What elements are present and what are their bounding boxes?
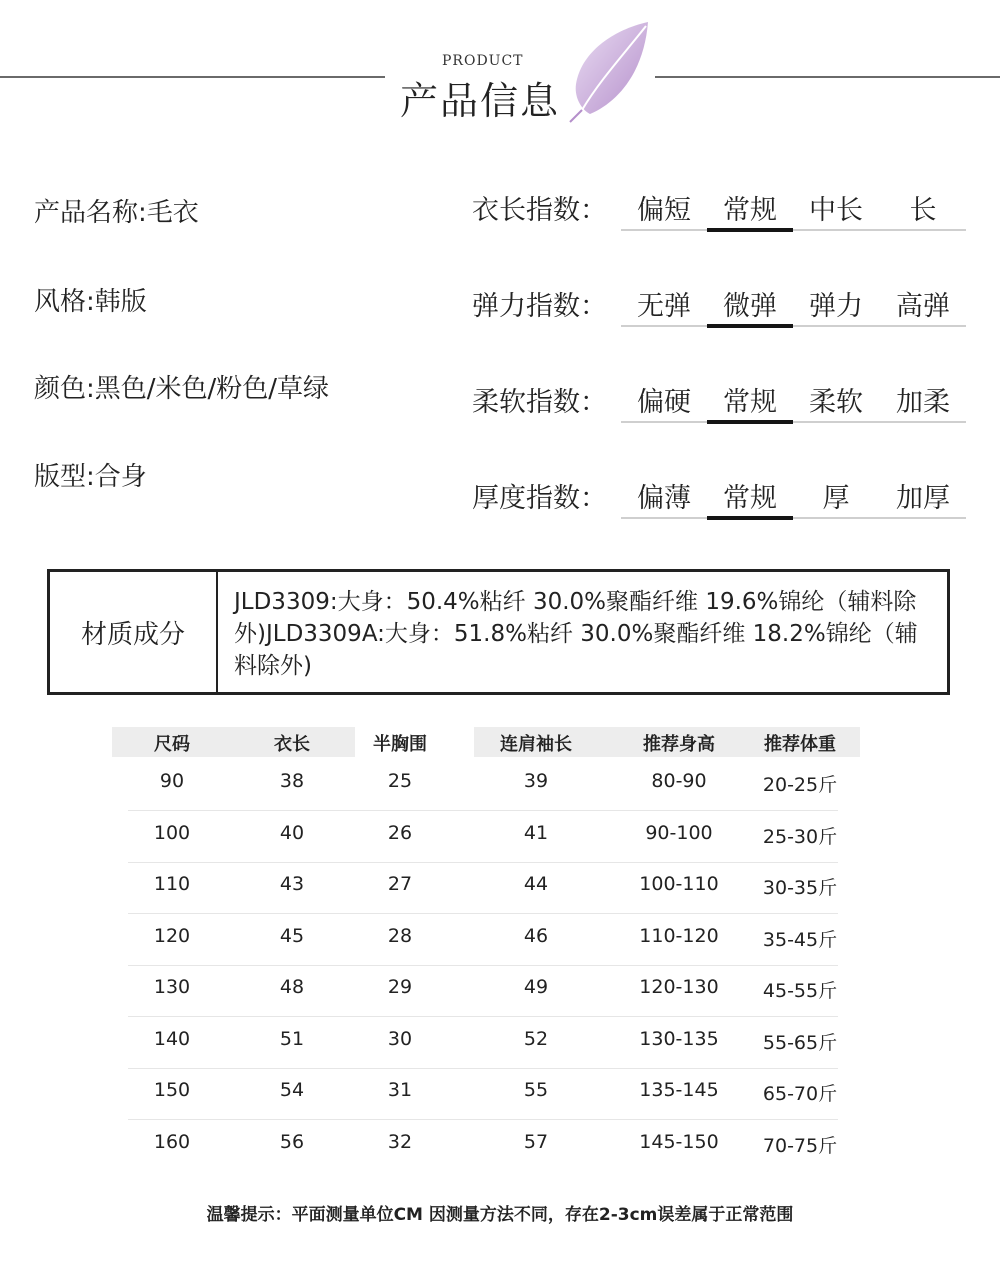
table-cell: 29: [387, 976, 413, 998]
index-option-softness-3: 加柔: [896, 387, 950, 418]
table-cell: 26: [387, 821, 413, 844]
table-cell: 135-145: [639, 1079, 719, 1101]
index-option-length-3: 长: [909, 195, 937, 226]
header-line-left: [0, 76, 385, 78]
table-cell: 32: [387, 1130, 413, 1153]
table-cell: 130-135: [639, 1027, 719, 1050]
table-cell: 48: [279, 976, 305, 998]
table-cell: 35-45斤: [762, 928, 838, 951]
table-cell: 54: [279, 1079, 305, 1101]
index-option-length-1: 常规: [723, 195, 777, 226]
index-option-thickness-1: 常规: [723, 483, 777, 514]
index-option-length-2: 中长: [809, 195, 863, 226]
product-fit: 版型:合身: [34, 462, 147, 492]
table-cell: 130: [153, 976, 191, 998]
table-cell: 57: [523, 1130, 549, 1153]
table-cell: 140: [153, 1027, 191, 1050]
table-cell: 31: [387, 1079, 413, 1101]
table-cell: 43: [279, 873, 305, 895]
table-cell: 30: [387, 1027, 413, 1050]
table-cell: 150: [153, 1079, 191, 1101]
index-option-length-0: 偏短: [637, 195, 691, 226]
table-cell: 90: [159, 770, 185, 792]
table-cell: 41: [523, 821, 549, 844]
table-cell: 38: [279, 770, 305, 792]
leaf-icon: [560, 18, 660, 123]
index-label-thickness: 厚度指数：: [472, 483, 607, 514]
index-label-softness: 柔软指数：: [472, 387, 607, 418]
table-cell: 55-65斤: [762, 1031, 838, 1054]
page-title: 产品信息: [400, 79, 561, 123]
product-colors: 颜色:黑色/米色/粉色/草绿: [34, 374, 330, 404]
index-option-elasticity-1: 微弹: [723, 291, 777, 322]
table-row-divider: [128, 810, 838, 811]
table-header-cell: 衣长: [274, 734, 310, 755]
table-cell: 49: [523, 976, 549, 998]
table-cell: 80-90: [651, 770, 707, 792]
index-option-elasticity-0: 无弹: [637, 291, 691, 322]
table-cell: 25: [387, 770, 413, 792]
index-selected-marker-elasticity: [707, 324, 793, 328]
index-option-softness-1: 常规: [723, 387, 777, 418]
table-cell: 55: [523, 1079, 549, 1101]
table-row-divider: [128, 1068, 838, 1069]
table-cell: 27: [387, 873, 413, 895]
table-cell: 45-55斤: [762, 980, 838, 1002]
table-cell: 25-30斤: [762, 825, 838, 848]
index-label-elasticity: 弹力指数：: [472, 291, 607, 322]
table-cell: 145-150: [639, 1130, 719, 1153]
table-row-divider: [128, 1119, 838, 1120]
table-cell: 45: [279, 924, 305, 947]
table-cell: 160: [153, 1130, 191, 1153]
table-cell: 120-130: [639, 976, 719, 998]
product-name: 产品名称:毛衣: [34, 198, 199, 228]
header-line-right: [655, 76, 1000, 78]
table-cell: 52: [523, 1027, 549, 1050]
table-cell: 30-35斤: [762, 877, 838, 899]
table-row-divider: [128, 965, 838, 966]
table-cell: 51: [279, 1027, 305, 1050]
index-selected-marker-length: [707, 228, 793, 232]
table-cell: 70-75斤: [762, 1134, 838, 1157]
header-product-label: PRODUCT: [442, 53, 524, 69]
index-underline-length: [621, 229, 966, 231]
table-header-cell: 尺码: [154, 734, 190, 755]
index-selected-marker-softness: [707, 420, 793, 424]
table-cell: 100-110: [639, 873, 719, 895]
table-row-divider: [128, 1016, 838, 1017]
table-cell: 20-25斤: [762, 774, 838, 796]
table-cell: 90-100: [645, 821, 713, 844]
table-cell: 110: [153, 873, 191, 895]
table-cell: 56: [279, 1130, 305, 1153]
index-underline-thickness: [621, 517, 966, 519]
table-cell: 46: [523, 924, 549, 947]
table-header-cell: 推荐体重: [764, 734, 836, 755]
index-option-softness-2: 柔软: [809, 387, 863, 418]
table-cell: 65-70斤: [762, 1083, 838, 1105]
table-header-cell: 连肩袖长: [500, 734, 572, 755]
table-cell: 40: [279, 821, 305, 844]
material-box: [47, 569, 950, 695]
table-cell: 39: [523, 770, 549, 792]
table-cell: 44: [523, 873, 549, 895]
table-row-divider: [128, 913, 838, 914]
product-style: 风格:韩版: [34, 287, 147, 317]
table-row-divider: [128, 862, 838, 863]
material-divider: [216, 572, 218, 692]
table-cell: 100: [153, 821, 191, 844]
measurement-tip: 温馨提示：平面测量单位CM 因测量方法不同，存在2-3cm误差属于正常范围: [206, 1205, 794, 1225]
index-option-elasticity-3: 高弹: [896, 291, 950, 322]
index-selected-marker-thickness: [707, 516, 793, 520]
index-option-softness-0: 偏硬: [637, 387, 691, 418]
material-label: 材质成分: [80, 619, 185, 650]
index-option-elasticity-2: 弹力: [809, 291, 863, 322]
table-cell: 120: [153, 924, 191, 947]
table-header-cell: 推荐身高: [643, 734, 715, 755]
material-text: JLD3309:大身：50.4%粘纤 30.0%聚酯纤维 19.6%锦纶（辅料除外)JLD3309A:大身：51.8%粘纤 30.0%聚酯纤维 18.2%锦纶（辅料除外): [234, 589, 918, 679]
index-option-thickness-2: 厚: [822, 483, 850, 514]
table-cell: 110-120: [639, 924, 719, 947]
table-cell: 28: [387, 924, 413, 947]
index-option-thickness-0: 偏薄: [637, 483, 691, 514]
index-underline-softness: [621, 421, 966, 423]
index-option-thickness-3: 加厚: [896, 483, 950, 514]
index-underline-elasticity: [621, 325, 966, 327]
table-header-cell: 半胸围: [373, 734, 427, 755]
index-label-length: 衣长指数：: [472, 195, 607, 226]
